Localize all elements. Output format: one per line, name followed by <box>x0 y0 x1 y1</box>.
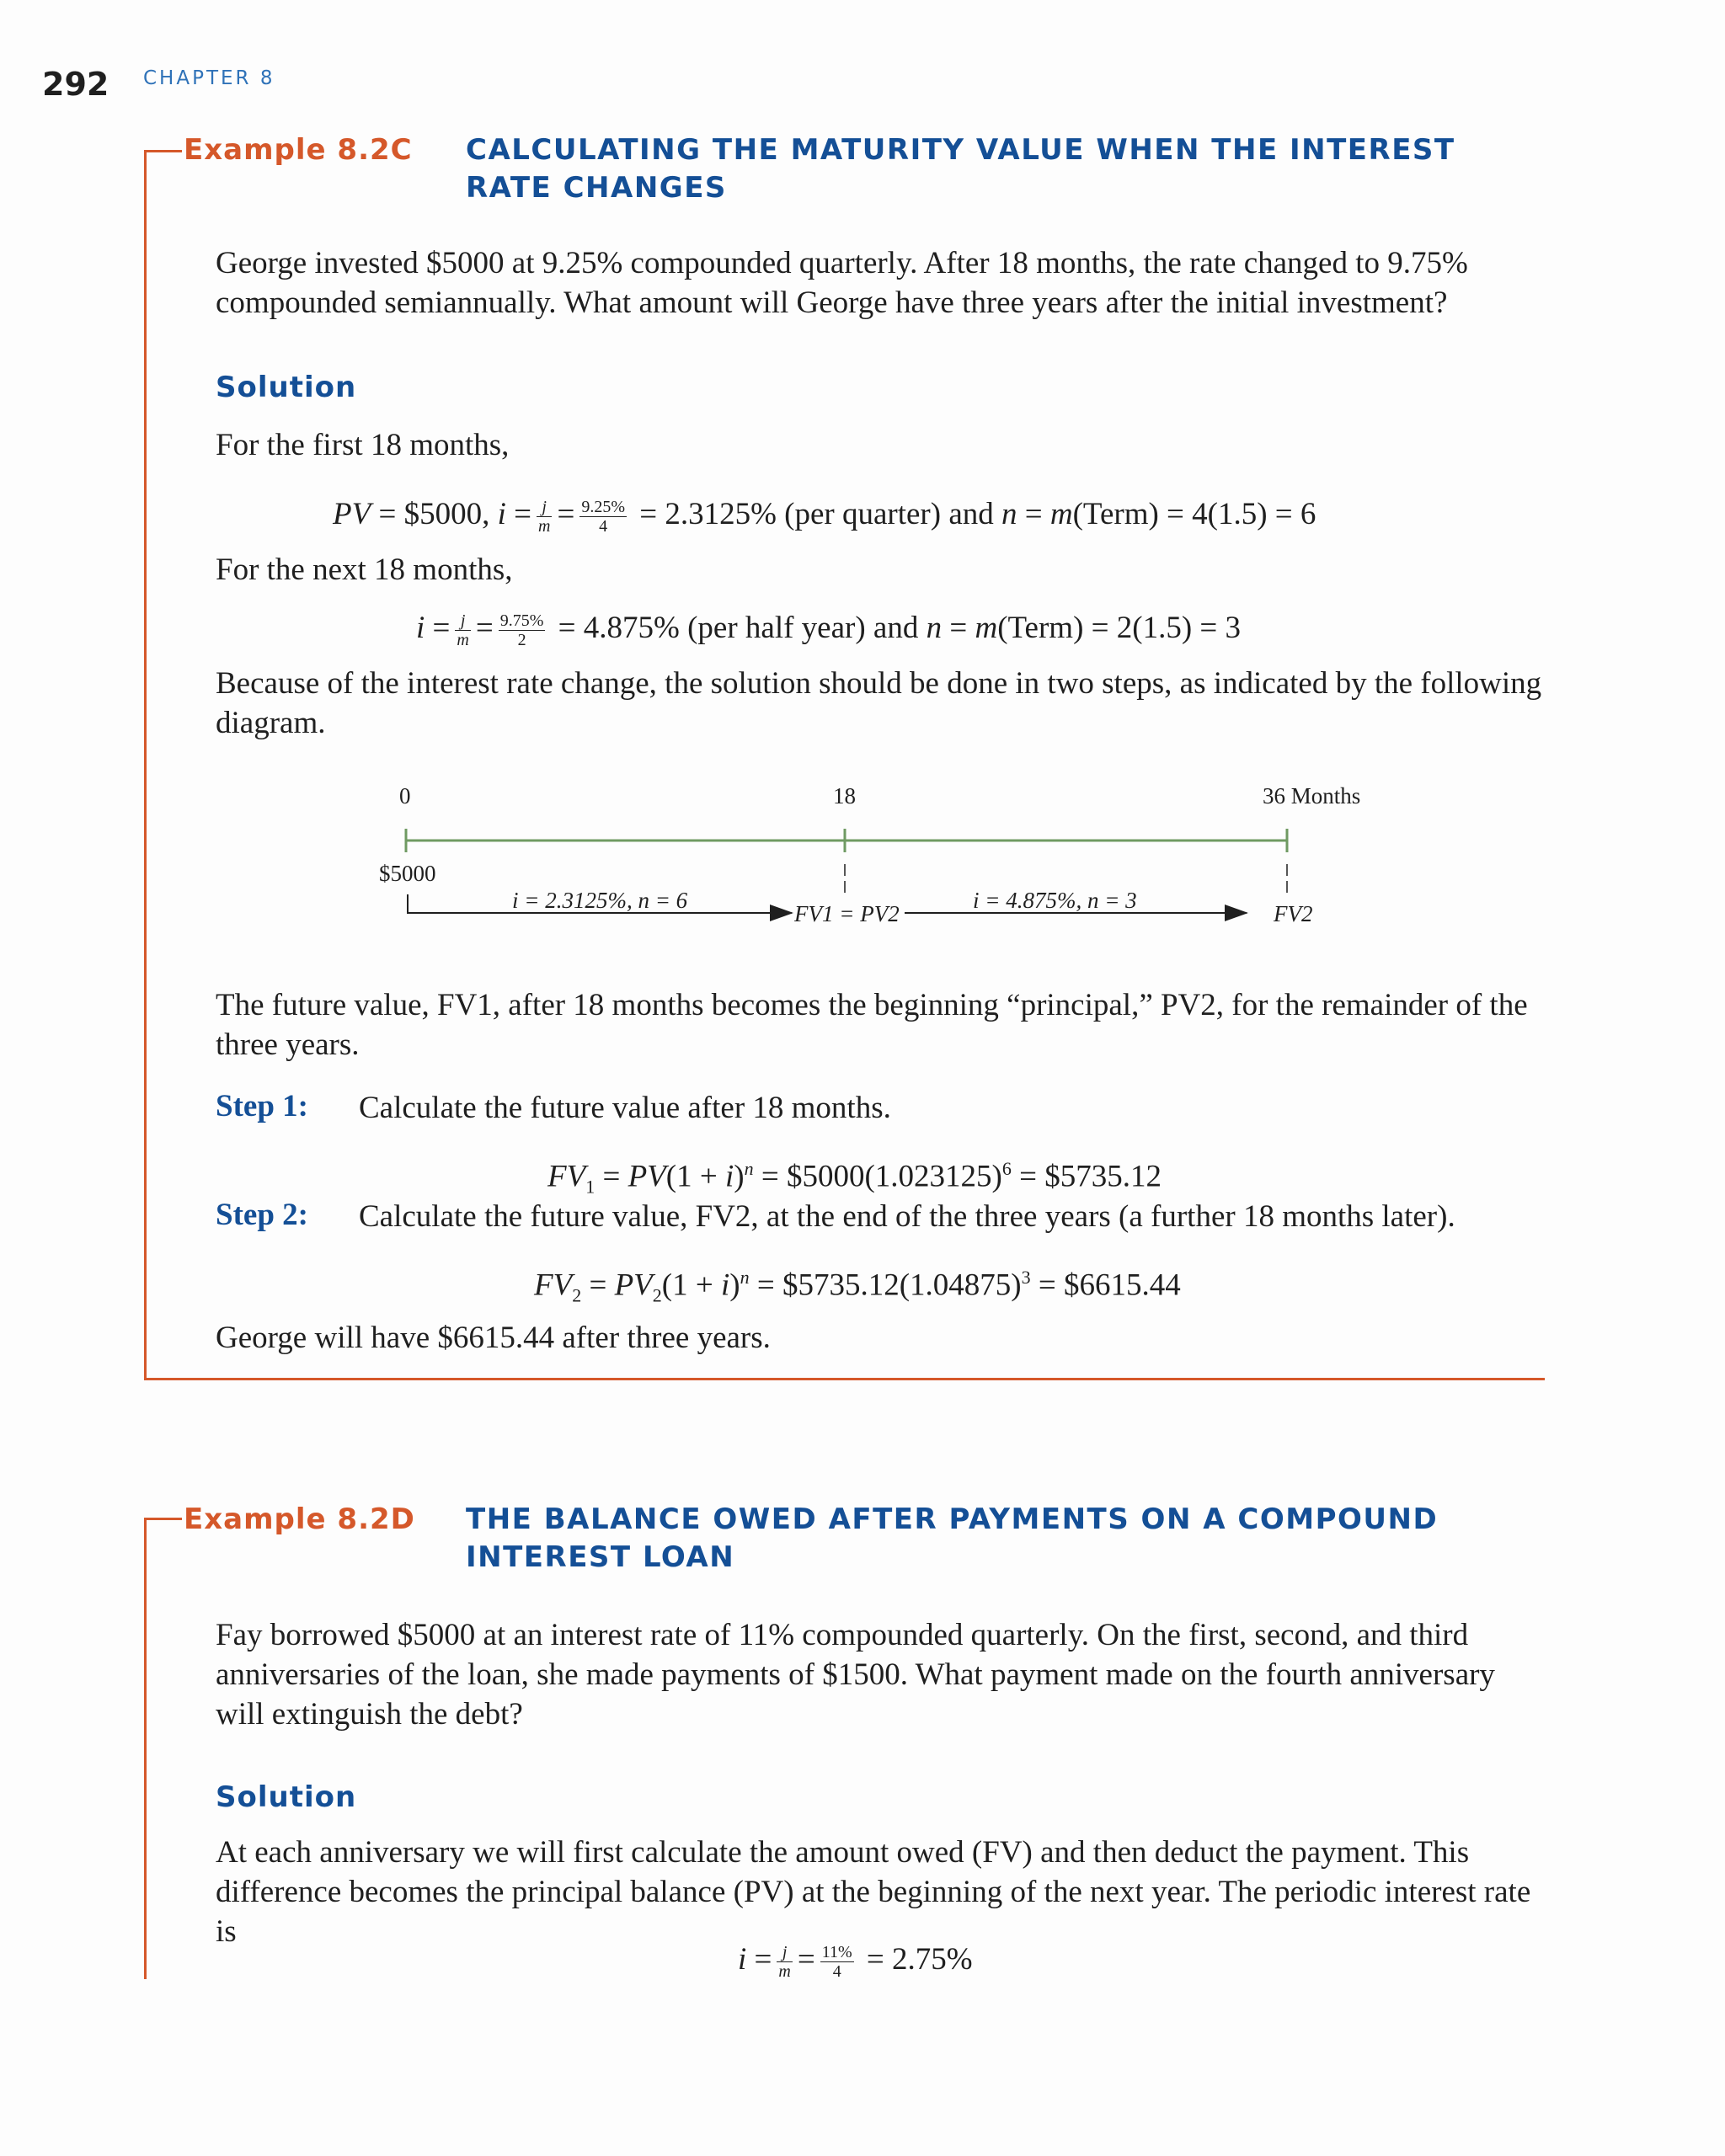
example-d-solution-heading: Solution <box>216 1780 357 1814</box>
example-c-problem: George invested $5000 at 9.25% compounded quarterly. After 18 months, the rate changed to 9.75% compounded semiannually. What amount will George have three years after the initial investment? <box>216 246 1468 320</box>
example-c-bracket-bottom <box>144 1378 1545 1380</box>
tick-label-0: 0 <box>399 783 411 808</box>
example-d-bracket-top <box>144 1518 182 1520</box>
example-c-bracket-left <box>144 150 147 1380</box>
equation-first-period: PV = $5000, i = $\frac{j}{m}$ = $\frac{9.25\%}{4}$ = 2.3125% (per quarter) and n = m(Term) = 4(1.5) = 6 <box>333 497 1316 536</box>
principal-label: $5000 <box>379 861 436 886</box>
tick-label-18: 18 <box>833 783 856 808</box>
example-d-solution-text: At each anniversary we will first calculate the amount owed (FV) and then deduct the payment. This difference becomes the principal balance (PV) at the beginning of the next year. The periodic interest rate is <box>216 1835 1531 1949</box>
equation-next-period: i = $\frac{j}{m}$ = $\frac{9.75\%}{2}$ = 4.875% (per half year) and n = m(Term) = 2(1.5) = 3 <box>416 611 1242 650</box>
two-steps-text: Because of the interest rate change, the solution should be done in two steps, as indicated by the following diagram. <box>216 666 1542 740</box>
chapter-label: CHAPTER 8 <box>143 67 275 89</box>
step-1-label: Step 1: <box>216 1089 308 1123</box>
segment-1-label: i = 2.3125%, n = 6 <box>512 888 688 913</box>
example-c-title: CALCULATING THE MATURITY VALUE WHEN THE INTEREST RATE CHANGES <box>466 133 1455 205</box>
equation-periodic-rate: i = $\frac{j}{m}$ = $\frac{11\%}{4}$ = 2.75% <box>738 1942 973 1982</box>
segment-2-label: i = 4.875%, n = 3 <box>973 888 1137 913</box>
tick-label-36: 36 Months <box>1263 783 1361 808</box>
example-c-conclusion: George will have $6615.44 after three years. <box>216 1321 771 1355</box>
example-d-label: Example 8.2D <box>184 1502 415 1536</box>
step-2-text: Calculate the future value, FV2, at the end of the three years (a further 18 months later). <box>359 1199 1455 1234</box>
example-c-solution-heading: Solution <box>216 371 357 404</box>
timeline-diagram <box>371 783 1415 935</box>
step-2-label: Step 2: <box>216 1198 308 1232</box>
example-d-problem: Fay borrowed $5000 at an interest rate of 11% compounded quarterly. On the first, second, and third anniversaries of the loan, she made payments of $1500. What payment made on the fourth anniversary will extinguish the debt? <box>216 1618 1495 1732</box>
fv2-label: FV2 <box>1274 901 1313 926</box>
future-value-text: The future value, FV1, after 18 months becomes the beginning “principal,” PV2, for the remainder of the three years. <box>216 988 1528 1062</box>
example-d-title: THE BALANCE OWED AFTER PAYMENTS ON A COMPOUND INTEREST LOAN <box>466 1502 1439 1574</box>
fv1-pv2-label: FV1 = PV2 <box>794 901 900 926</box>
first-period-intro: For the first 18 months, <box>216 428 510 462</box>
example-d-bracket-left <box>144 1518 147 1979</box>
example-c-label: Example 8.2C <box>184 133 413 167</box>
next-period-intro: For the next 18 months, <box>216 552 513 587</box>
equation-fv1: $FV_1 = PV(1 + i)^n$ = $\$5000(1.023125)^6$ = $5735.12 <box>547 1158 1162 1198</box>
page-number: 292 <box>42 66 109 103</box>
equation-fv2: $FV_2 = PV_2(1 + i)^n$ = $\$5735.12(1.04875)^3$ = $6615.44 <box>534 1267 1181 1306</box>
step-1-text: Calculate the future value after 18 months. <box>359 1091 891 1125</box>
example-c-bracket-top <box>144 150 182 152</box>
